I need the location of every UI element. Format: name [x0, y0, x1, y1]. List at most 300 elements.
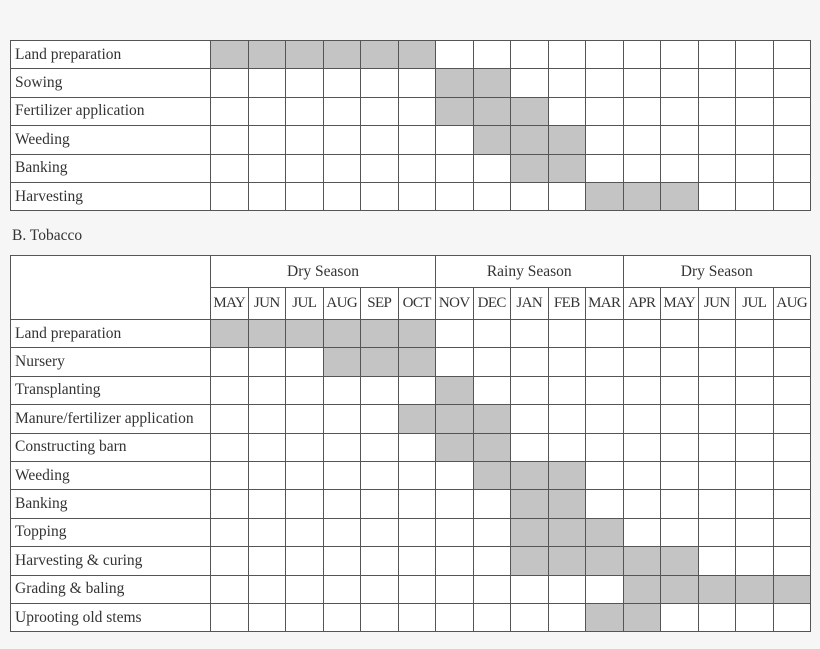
schedule-cell-empty: [661, 320, 699, 348]
schedule-cell-active: [398, 405, 436, 433]
schedule-cell-empty: [361, 603, 399, 631]
activity-label: Banking: [11, 154, 211, 182]
activity-label: Harvesting & curing: [11, 547, 211, 575]
schedule-cell-empty: [698, 348, 736, 376]
schedule-cell-empty: [323, 433, 361, 461]
schedule-cell-active: [511, 154, 549, 182]
schedule-cell-active: [736, 575, 774, 603]
schedule-cell-empty: [211, 405, 249, 433]
month-header: DEC: [473, 288, 511, 320]
schedule-cell-empty: [736, 320, 774, 348]
schedule-cell-empty: [323, 490, 361, 518]
schedule-cell-active: [623, 575, 661, 603]
season-header: Dry Season: [211, 256, 436, 288]
schedule-cell-active: [623, 603, 661, 631]
schedule-cell-empty: [323, 547, 361, 575]
schedule-cell-empty: [211, 348, 249, 376]
schedule-cell-empty: [586, 69, 624, 97]
month-header: FEB: [548, 288, 586, 320]
schedule-cell-empty: [361, 575, 399, 603]
schedule-cell-empty: [398, 575, 436, 603]
schedule-cell-empty: [473, 518, 511, 546]
schedule-cell-empty: [473, 182, 511, 210]
schedule-cell-empty: [286, 547, 324, 575]
schedule-cell-empty: [248, 490, 286, 518]
schedule-cell-empty: [736, 603, 774, 631]
schedule-cell-empty: [736, 348, 774, 376]
schedule-cell-active: [511, 547, 549, 575]
schedule-cell-empty: [398, 97, 436, 125]
month-header: APR: [623, 288, 661, 320]
schedule-cell-empty: [286, 405, 324, 433]
schedule-cell-empty: [773, 603, 811, 631]
schedule-cell-active: [361, 41, 399, 69]
schedule-cell-empty: [211, 547, 249, 575]
activity-label: Land preparation: [11, 41, 211, 69]
schedule-cell-active: [661, 182, 699, 210]
month-header: SEP: [361, 288, 399, 320]
schedule-cell-empty: [286, 376, 324, 404]
activity-label: Grading & baling: [11, 575, 211, 603]
schedule-cell-empty: [698, 433, 736, 461]
schedule-cell-empty: [586, 154, 624, 182]
activity-label: Topping: [11, 518, 211, 546]
schedule-cell-active: [473, 461, 511, 489]
schedule-cell-empty: [623, 433, 661, 461]
activity-label: Fertilizer application: [11, 97, 211, 125]
schedule-cell-empty: [698, 320, 736, 348]
schedule-cell-empty: [211, 575, 249, 603]
schedule-cell-active: [286, 41, 324, 69]
schedule-cell-active: [548, 126, 586, 154]
schedule-cell-empty: [698, 405, 736, 433]
schedule-cell-empty: [623, 490, 661, 518]
schedule-cell-empty: [436, 126, 474, 154]
schedule-cell-empty: [586, 41, 624, 69]
schedule-cell-empty: [661, 405, 699, 433]
schedule-cell-empty: [361, 69, 399, 97]
schedule-cell-empty: [623, 405, 661, 433]
schedule-cell-empty: [286, 69, 324, 97]
schedule-cell-empty: [773, 126, 811, 154]
schedule-cell-active: [323, 320, 361, 348]
schedule-cell-empty: [436, 320, 474, 348]
schedule-cell-empty: [473, 348, 511, 376]
schedule-cell-empty: [511, 348, 549, 376]
schedule-cell-active: [661, 575, 699, 603]
schedule-cell-empty: [286, 348, 324, 376]
table-row: [11, 603, 811, 631]
schedule-cell-empty: [586, 461, 624, 489]
schedule-cell-empty: [436, 461, 474, 489]
schedule-cell-empty: [736, 154, 774, 182]
schedule-cell-empty: [698, 547, 736, 575]
schedule-cell-active: [511, 461, 549, 489]
schedule-cell-empty: [698, 490, 736, 518]
schedule-cell-active: [473, 126, 511, 154]
month-header: MAY: [211, 288, 249, 320]
table-row: [11, 433, 811, 461]
schedule-cell-empty: [323, 97, 361, 125]
schedule-cell-empty: [398, 69, 436, 97]
schedule-cell-empty: [548, 97, 586, 125]
schedule-cell-empty: [361, 518, 399, 546]
schedule-cell-empty: [323, 376, 361, 404]
table-row: [11, 461, 811, 489]
table-row: [11, 320, 811, 348]
schedule-cell-empty: [248, 376, 286, 404]
schedule-cell-active: [586, 182, 624, 210]
schedule-cell-empty: [623, 348, 661, 376]
schedule-cell-active: [211, 320, 249, 348]
schedule-cell-empty: [511, 433, 549, 461]
schedule-cell-empty: [361, 376, 399, 404]
activity-label: Manure/fertilizer application: [11, 405, 211, 433]
schedule-cell-empty: [473, 547, 511, 575]
table-row: [11, 518, 811, 546]
schedule-cell-empty: [623, 97, 661, 125]
schedule-cell-empty: [361, 490, 399, 518]
schedule-cell-empty: [698, 69, 736, 97]
activity-label: Land preparation: [11, 320, 211, 348]
schedule-cell-empty: [361, 97, 399, 125]
schedule-cell-empty: [248, 518, 286, 546]
schedule-cell-active: [511, 518, 549, 546]
schedule-cell-empty: [511, 320, 549, 348]
schedule-cell-empty: [436, 603, 474, 631]
schedule-cell-empty: [473, 490, 511, 518]
schedule-cell-active: [548, 154, 586, 182]
schedule-cell-empty: [361, 461, 399, 489]
schedule-cell-empty: [211, 461, 249, 489]
schedule-cell-empty: [736, 547, 774, 575]
schedule-cell-empty: [211, 490, 249, 518]
schedule-cell-empty: [736, 461, 774, 489]
schedule-cell-empty: [248, 461, 286, 489]
schedule-cell-empty: [211, 603, 249, 631]
table-row: [11, 547, 811, 575]
activity-label: Weeding: [11, 126, 211, 154]
schedule-cell-empty: [623, 518, 661, 546]
schedule-cell-empty: [736, 433, 774, 461]
schedule-cell-empty: [698, 126, 736, 154]
schedule-cell-empty: [548, 433, 586, 461]
schedule-cell-active: [511, 490, 549, 518]
schedule-cell-empty: [323, 603, 361, 631]
schedule-cell-active: [398, 41, 436, 69]
schedule-cell-empty: [736, 41, 774, 69]
schedule-cell-active: [398, 320, 436, 348]
month-header: AUG: [323, 288, 361, 320]
schedule-cell-active: [436, 97, 474, 125]
schedule-cell-empty: [473, 154, 511, 182]
schedule-cell-empty: [698, 97, 736, 125]
schedule-cell-empty: [773, 461, 811, 489]
schedule-cell-empty: [323, 518, 361, 546]
schedule-cell-empty: [698, 41, 736, 69]
schedule-cell-empty: [661, 69, 699, 97]
schedule-cell-empty: [586, 575, 624, 603]
schedule-cell-empty: [698, 182, 736, 210]
schedule-cell-empty: [248, 575, 286, 603]
schedule-cell-active: [586, 518, 624, 546]
activity-label: Weeding: [11, 461, 211, 489]
schedule-cell-empty: [286, 433, 324, 461]
schedule-cell-active: [436, 405, 474, 433]
schedule-cell-active: [548, 461, 586, 489]
schedule-cell-empty: [211, 97, 249, 125]
activity-label: Harvesting: [11, 182, 211, 210]
schedule-cell-active: [211, 41, 249, 69]
schedule-cell-empty: [323, 69, 361, 97]
schedule-cell-empty: [623, 320, 661, 348]
month-header: MAY: [661, 288, 699, 320]
schedule-cell-active: [361, 320, 399, 348]
schedule-cell-empty: [286, 126, 324, 154]
season-header: Dry Season: [623, 256, 811, 288]
schedule-cell-empty: [661, 490, 699, 518]
schedule-cell-empty: [511, 182, 549, 210]
schedule-cell-empty: [398, 518, 436, 546]
schedule-cell-empty: [398, 490, 436, 518]
schedule-cell-empty: [361, 154, 399, 182]
schedule-cell-empty: [548, 603, 586, 631]
activity-label: Transplanting: [11, 376, 211, 404]
schedule-cell-empty: [248, 69, 286, 97]
schedule-cell-empty: [211, 182, 249, 210]
schedule-cell-empty: [661, 461, 699, 489]
schedule-cell-empty: [698, 376, 736, 404]
schedule-cell-active: [661, 547, 699, 575]
schedule-cell-empty: [398, 376, 436, 404]
table-row: [11, 490, 811, 518]
schedule-cell-empty: [248, 182, 286, 210]
schedule-cell-empty: [586, 405, 624, 433]
season-header: Rainy Season: [436, 256, 624, 288]
schedule-cell-empty: [773, 518, 811, 546]
schedule-cell-active: [511, 126, 549, 154]
schedule-cell-empty: [436, 154, 474, 182]
schedule-cell-empty: [698, 603, 736, 631]
schedule-cell-empty: [586, 126, 624, 154]
schedule-cell-empty: [661, 348, 699, 376]
activity-label: Banking: [11, 490, 211, 518]
schedule-cell-empty: [661, 154, 699, 182]
table-row: [11, 405, 811, 433]
schedule-cell-empty: [773, 348, 811, 376]
schedule-cell-empty: [398, 154, 436, 182]
schedule-cell-empty: [323, 182, 361, 210]
schedule-cell-empty: [661, 518, 699, 546]
schedule-cell-active: [586, 547, 624, 575]
schedule-cell-empty: [248, 547, 286, 575]
table-row: [11, 348, 811, 376]
schedule-cell-empty: [323, 126, 361, 154]
schedule-cell-empty: [773, 154, 811, 182]
schedule-cell-empty: [286, 154, 324, 182]
schedule-cell-empty: [586, 490, 624, 518]
schedule-cell-empty: [211, 518, 249, 546]
schedule-cell-active: [286, 320, 324, 348]
schedule-cell-empty: [248, 348, 286, 376]
schedule-cell-empty: [361, 547, 399, 575]
schedule-cell-active: [698, 575, 736, 603]
schedule-cell-active: [398, 348, 436, 376]
schedule-table-a: [10, 40, 811, 211]
schedule-cell-empty: [473, 320, 511, 348]
schedule-cell-empty: [736, 376, 774, 404]
schedule-cell-empty: [661, 433, 699, 461]
month-header: NOV: [436, 288, 474, 320]
schedule-cell-empty: [436, 575, 474, 603]
schedule-cell-active: [548, 490, 586, 518]
month-header: JUN: [698, 288, 736, 320]
schedule-cell-empty: [323, 575, 361, 603]
schedule-cell-empty: [323, 154, 361, 182]
schedule-cell-empty: [323, 405, 361, 433]
schedule-cell-empty: [698, 518, 736, 546]
schedule-cell-empty: [698, 154, 736, 182]
table-row: [11, 41, 811, 69]
schedule-cell-empty: [661, 97, 699, 125]
schedule-cell-active: [473, 405, 511, 433]
schedule-cell-empty: [286, 518, 324, 546]
schedule-cell-active: [323, 41, 361, 69]
schedule-cell-empty: [661, 126, 699, 154]
schedule-cell-empty: [661, 41, 699, 69]
table-b-body: [11, 320, 811, 632]
schedule-cell-empty: [473, 376, 511, 404]
schedule-cell-empty: [511, 405, 549, 433]
schedule-cell-empty: [361, 433, 399, 461]
activity-label: Nursery: [11, 348, 211, 376]
schedule-cell-empty: [773, 320, 811, 348]
schedule-cell-active: [586, 603, 624, 631]
schedule-cell-empty: [511, 603, 549, 631]
schedule-cell-active: [473, 97, 511, 125]
schedule-cell-empty: [623, 41, 661, 69]
schedule-cell-empty: [398, 461, 436, 489]
schedule-cell-empty: [773, 547, 811, 575]
schedule-cell-empty: [586, 433, 624, 461]
month-header: JUN: [248, 288, 286, 320]
schedule-cell-active: [473, 433, 511, 461]
table-row: [11, 575, 811, 603]
schedule-cell-empty: [436, 518, 474, 546]
schedule-cell-empty: [211, 154, 249, 182]
month-header: OCT: [398, 288, 436, 320]
schedule-cell-empty: [511, 376, 549, 404]
schedule-cell-empty: [736, 490, 774, 518]
schedule-cell-empty: [623, 376, 661, 404]
schedule-cell-empty: [773, 182, 811, 210]
table-row: [11, 376, 811, 404]
table-row: [11, 97, 811, 125]
schedule-cell-empty: [736, 518, 774, 546]
schedule-cell-empty: [623, 154, 661, 182]
schedule-cell-empty: [548, 41, 586, 69]
schedule-cell-empty: [286, 575, 324, 603]
schedule-cell-active: [473, 69, 511, 97]
schedule-cell-empty: [548, 575, 586, 603]
schedule-cell-active: [248, 41, 286, 69]
header-blank-cell: [11, 256, 211, 320]
schedule-cell-active: [436, 433, 474, 461]
schedule-cell-empty: [511, 575, 549, 603]
schedule-cell-empty: [773, 97, 811, 125]
schedule-cell-empty: [436, 182, 474, 210]
schedule-cell-empty: [398, 603, 436, 631]
schedule-cell-empty: [248, 603, 286, 631]
schedule-cell-empty: [436, 41, 474, 69]
schedule-cell-empty: [548, 182, 586, 210]
month-header: JUL: [286, 288, 324, 320]
schedule-cell-empty: [473, 575, 511, 603]
schedule-cell-empty: [586, 376, 624, 404]
schedule-cell-empty: [736, 97, 774, 125]
schedule-cell-active: [323, 348, 361, 376]
schedule-cell-empty: [773, 433, 811, 461]
schedule-cell-empty: [773, 69, 811, 97]
schedule-cell-empty: [286, 461, 324, 489]
table-b-header: [11, 256, 811, 320]
activity-label: Sowing: [11, 69, 211, 97]
schedule-cell-empty: [548, 320, 586, 348]
schedule-cell-empty: [548, 348, 586, 376]
schedule-cell-empty: [286, 182, 324, 210]
schedule-cell-empty: [773, 376, 811, 404]
schedule-cell-empty: [211, 433, 249, 461]
schedule-cell-empty: [398, 433, 436, 461]
table-row: [11, 69, 811, 97]
schedule-cell-empty: [661, 603, 699, 631]
schedule-cell-empty: [773, 405, 811, 433]
schedule-cell-empty: [623, 69, 661, 97]
schedule-cell-empty: [211, 69, 249, 97]
schedule-cell-empty: [511, 41, 549, 69]
schedule-cell-empty: [211, 126, 249, 154]
activity-label: Uprooting old stems: [11, 603, 211, 631]
schedule-cell-empty: [661, 376, 699, 404]
schedule-cell-empty: [511, 69, 549, 97]
table-row: [11, 126, 811, 154]
schedule-cell-empty: [286, 603, 324, 631]
schedule-cell-empty: [248, 405, 286, 433]
schedule-cell-empty: [623, 461, 661, 489]
schedule-cell-active: [623, 182, 661, 210]
table-row: [11, 182, 811, 210]
schedule-cell-empty: [773, 490, 811, 518]
schedule-cell-active: [548, 547, 586, 575]
schedule-cell-empty: [436, 547, 474, 575]
schedule-cell-empty: [586, 348, 624, 376]
schedule-cell-empty: [773, 41, 811, 69]
activity-label: Constructing barn: [11, 433, 211, 461]
month-header: MAR: [586, 288, 624, 320]
schedule-cell-active: [623, 547, 661, 575]
schedule-cell-empty: [473, 603, 511, 631]
schedule-cell-active: [773, 575, 811, 603]
schedule-cell-empty: [361, 405, 399, 433]
month-header: JAN: [511, 288, 549, 320]
schedule-cell-empty: [361, 182, 399, 210]
season-header-row: [11, 256, 811, 288]
schedule-cell-empty: [248, 97, 286, 125]
table-row: [11, 154, 811, 182]
schedule-cell-active: [548, 518, 586, 546]
schedule-cell-empty: [211, 376, 249, 404]
schedule-cell-empty: [398, 547, 436, 575]
